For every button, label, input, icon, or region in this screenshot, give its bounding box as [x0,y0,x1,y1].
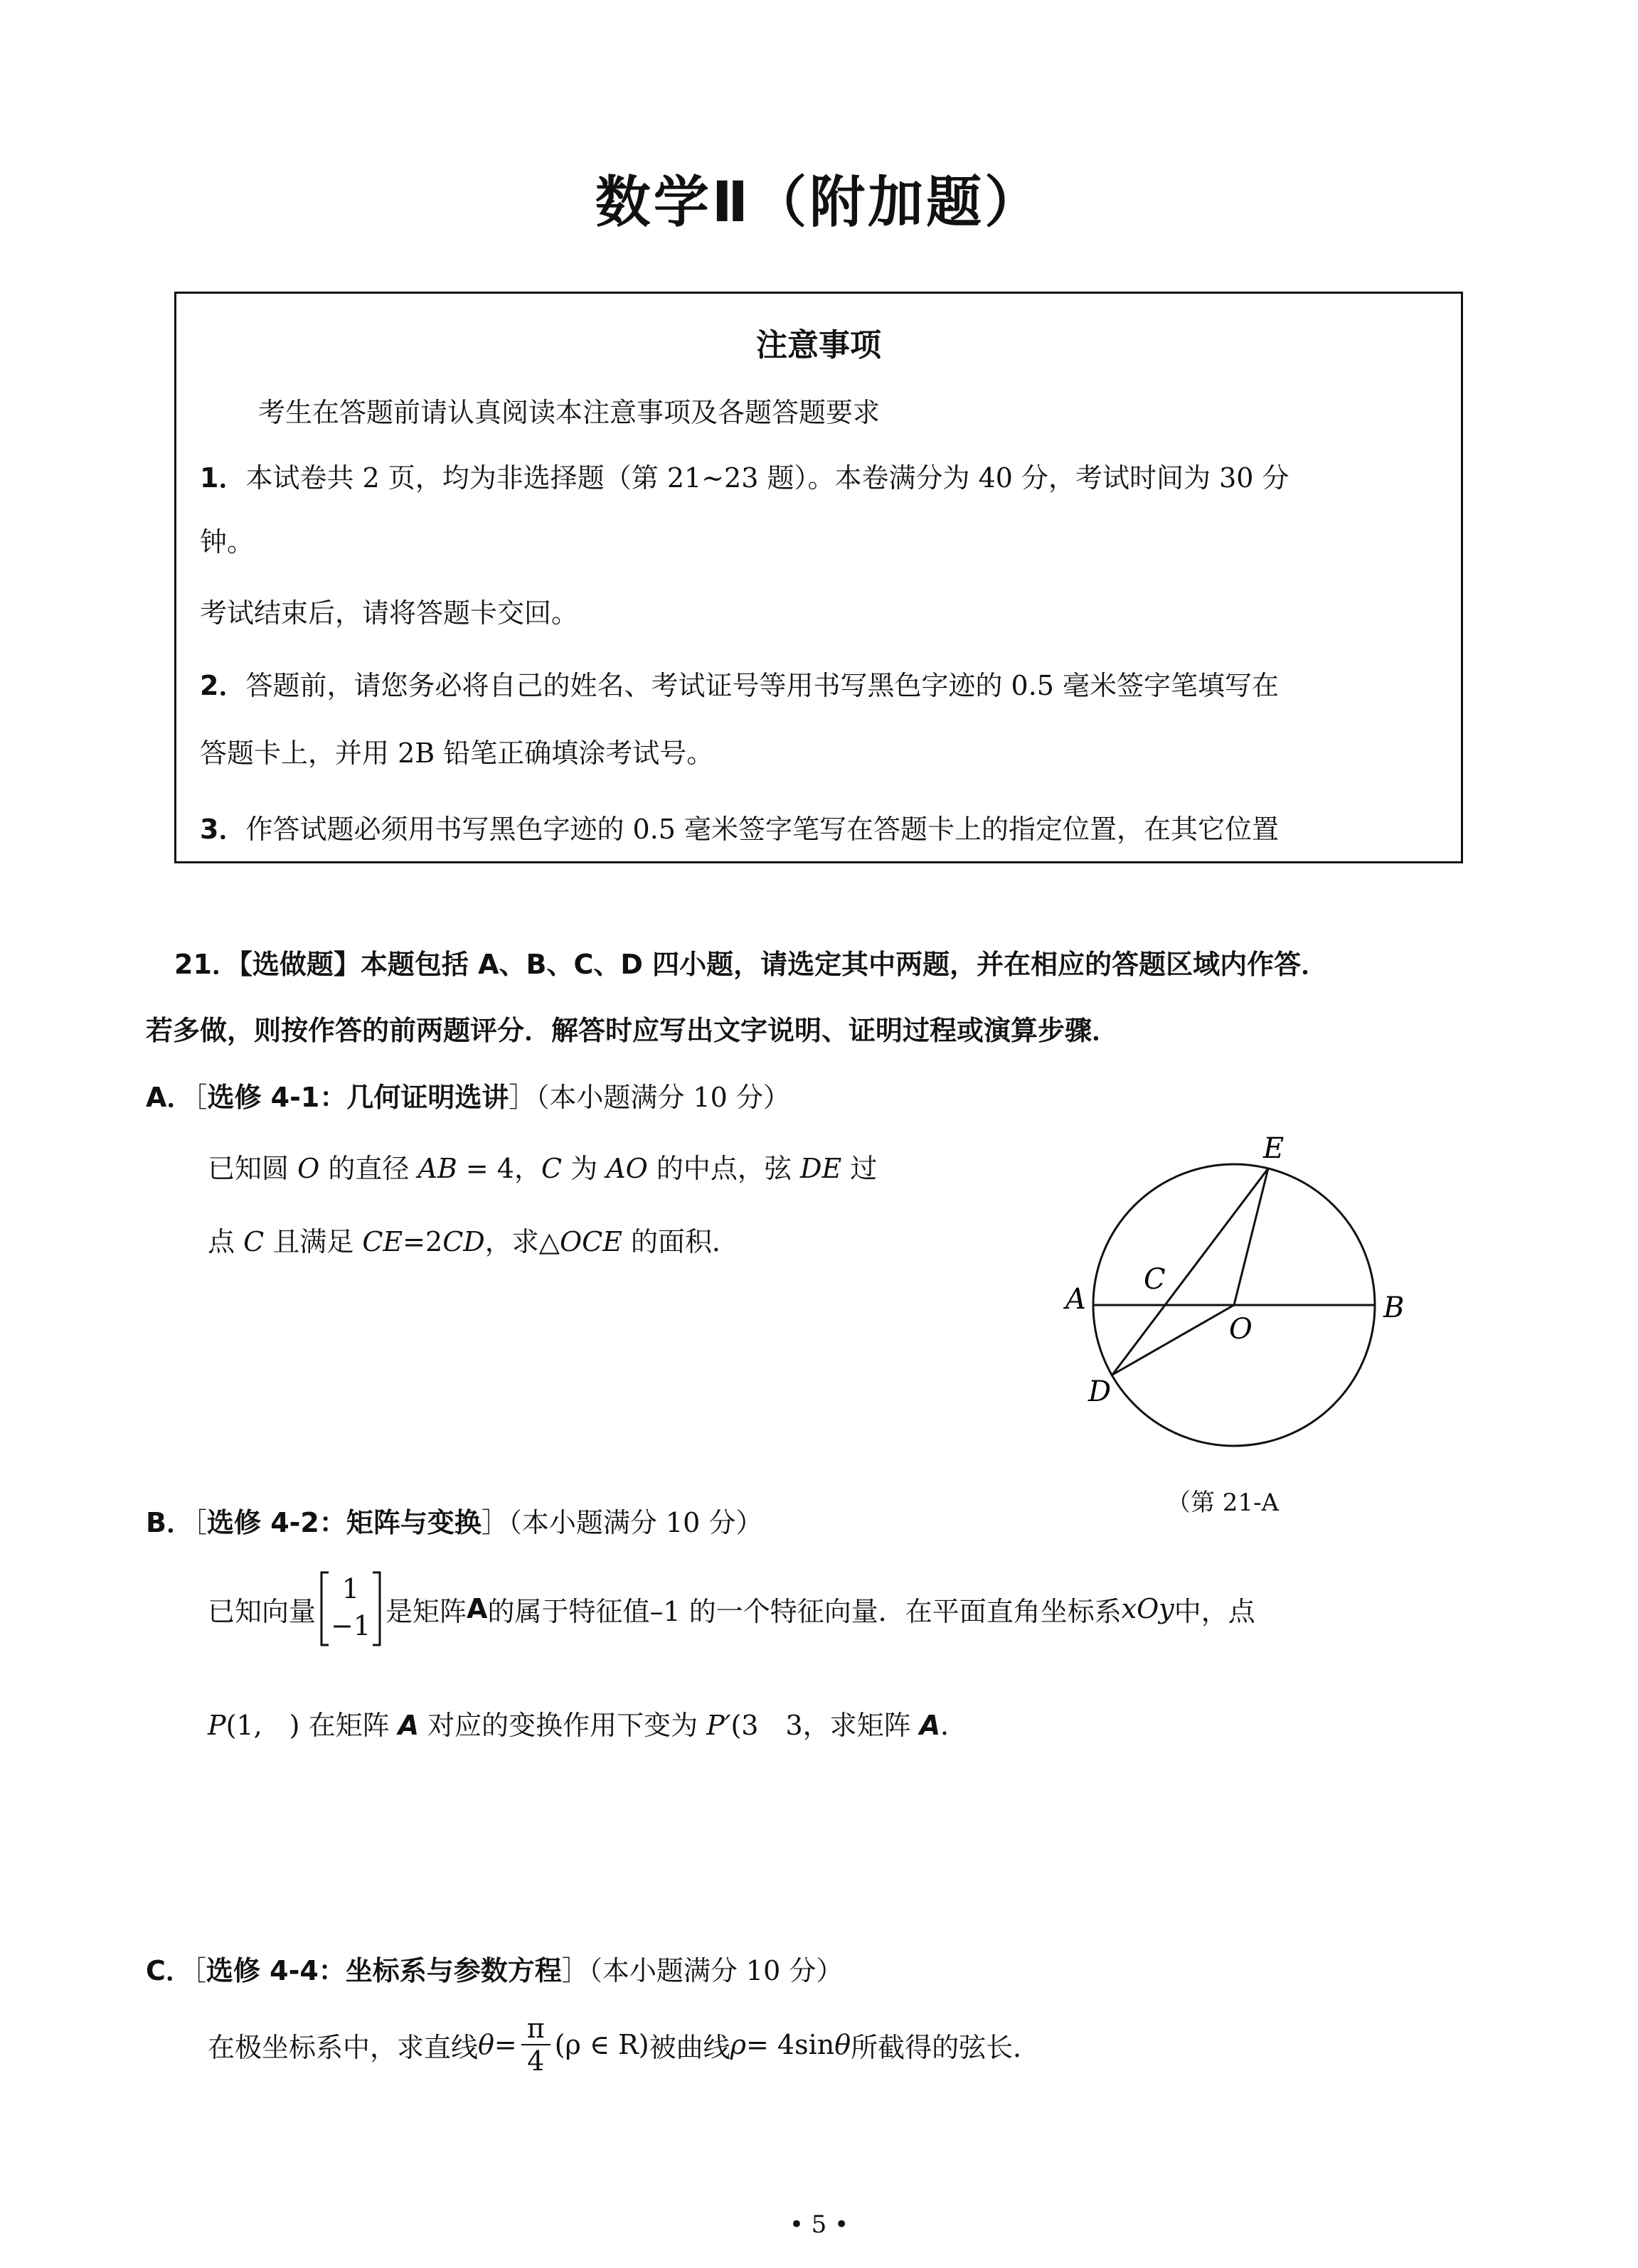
partA-header: A．［选修 4-1：几何证明选讲］（本小题满分 10 分） [146,1082,790,1113]
geometry-figure [1060,1131,1415,1472]
notice-item-1-cont: 钟。 [200,526,255,558]
segment-oe [1234,1168,1268,1305]
label-b: B [1383,1292,1405,1324]
q21-line2: 若多做，则按作答的前两题评分．解答时应写出文字说明、证明过程或演算步骤． [146,1015,1120,1046]
vector-entry-1: 1 [341,1573,360,1604]
label-o: O [1229,1313,1253,1346]
label-e: E [1263,1132,1285,1165]
page-number: • 5 • [789,2210,849,2239]
notice-item-2: 2．答题前，请您务必将自己的姓名、考试证号等用书写黑色字迹的 0.5 毫米签字笔填写在 [200,670,1280,701]
label-d: D [1088,1375,1112,1408]
label-a: A [1065,1283,1086,1316]
partC-header: C．［选修 4-4：坐标系与参数方程］（本小题满分 10 分） [146,1955,844,1986]
partB-line2: P(1, ) 在矩阵 A 对应的变换作用下变为 P′(3 3，求矩阵 A． [208,1710,968,1741]
vector-entry-2: −1 [331,1610,371,1641]
notice-item-3: 3．作答试题必须用书写黑色字迹的 0.5 毫米签字笔写在答题卡上的指定位置，在其它位置 [200,814,1280,845]
partA-line2: 点 C 且满足 CE=2CD，求△OCE 的面积． [208,1226,740,1257]
partB-header: B．［选修 4-2：矩阵与变换］（本小题满分 10 分） [146,1507,763,1538]
partC-line1: 在极坐标系中，求直线 θ = $\frac{\pi}{4}$ (ρ ∈ R) 被曲线 ρ = 4sin θ 所截得的弦长． [208,2013,1041,2077]
notice-item-1: 1．本试卷共 2 页，均为非选择题（第 21~23 题）。本卷满分为 40 分，考试时间为 30 分 [200,462,1289,494]
figure-caption: （第 21-A [1166,1489,1280,1517]
eigenvector-matrix [319,1573,383,1644]
notice-intro: 考生在答题前请认真阅读本注意事项及各题答题要求 [258,397,881,428]
partB-line1: 已知向量 1 −1 是矩阵 A 的属于特征值–1 的一个特征向量．在平面直角坐标系 xOy 中，点 [208,1573,1255,1644]
notice-item-1-cont2: 考试结束后，请将答题卡交回。 [200,597,579,629]
label-c: C [1144,1263,1166,1296]
page-title: 数学Ⅱ（附加题） [595,171,1043,235]
notice-heading: 注意事项 [756,327,881,363]
notice-item-2-cont: 答题卡上，并用 2B 铅笔正确填涂考试号。 [200,738,714,769]
notice-box [174,292,1463,863]
partA-line1: 已知圆 O 的直径 AB = 4，C 为 AO 的中点，弦 DE 过 [208,1153,878,1184]
segment-od [1112,1305,1234,1375]
q21-line1: 21．【选做题】本题包括 A、B、C、D 四小题，请选定其中两题，并在相应的答题区域内作答． [174,949,1329,980]
fraction-pi-over-4: $\frac{\pi}{4}$ [521,2013,551,2077]
